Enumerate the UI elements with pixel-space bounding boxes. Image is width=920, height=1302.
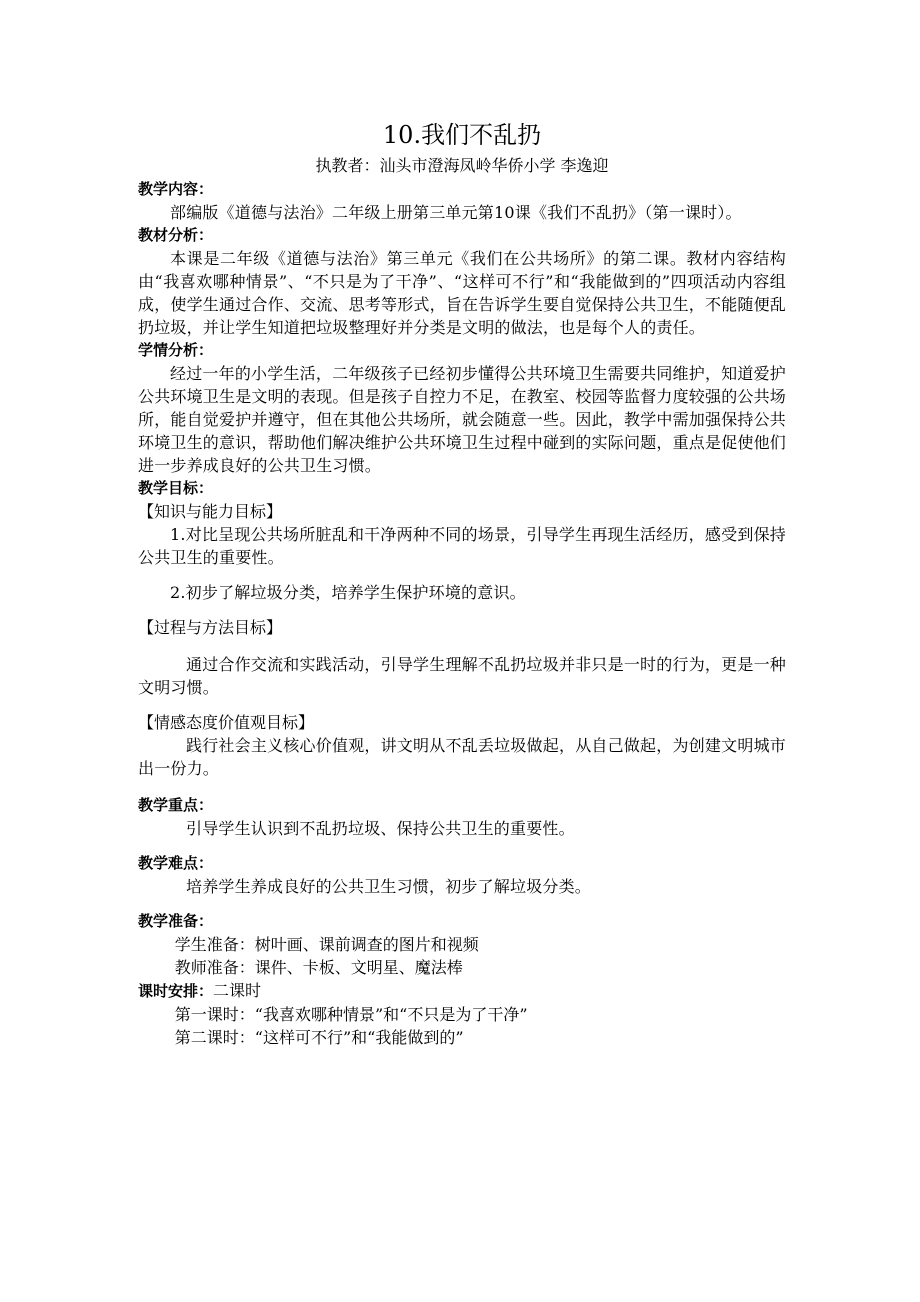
student-preparation: 学生准备：树叶画、课前调查的图片和视频 <box>174 935 479 954</box>
difficulties-text: 培养学生养成良好的公共卫生习惯，初步了解垃圾分类。 <box>186 877 592 896</box>
knowledge-objective-item-1: 1.对比呈现公共场所脏乱和干净两种不同的场景，引导学生再现生活经历，感受到保持公共卫生的重要性。 <box>138 525 786 567</box>
heading-preparation: 教学准备： <box>138 912 214 930</box>
schedule-value: 二课时 <box>213 981 262 1000</box>
heading-key-points: 教学重点： <box>138 796 214 814</box>
knowledge-objective-label: 【知识与能力目标】 <box>138 502 283 521</box>
key-points-text: 引导学生认识到不乱扔垃圾、保持公共卫生的重要性。 <box>186 819 575 838</box>
knowledge-objective-item-2: 2.初步了解垃圾分类，培养学生保护环境的意识。 <box>170 583 526 602</box>
author-line: 执教者：汕头市澄海凤岭华侨小学 李逸迎 <box>315 156 609 175</box>
student-analysis-text: 经过一年的小学生活，二年级孩子已经初步懂得公共环境卫生需要共同维护，知道爱护公共环境卫生是文明的表现。但是孩子自控力不足，在教室、校园等监督力度较强的公共场所，能自觉爱护并遵守，但在其他公共场所，就会随意一些。因此，教学中需加强保持公共环境卫生的意识，帮助他们解决维护公共环境卫生过程中碰到的实际问题，重点是促使他们进一步养成良好的公共卫生习惯。 <box>138 364 787 475</box>
heading-objectives: 教学目标： <box>138 479 214 497</box>
schedule-second-period: 第二课时：“这样可不行”和“我能做到的” <box>174 1028 464 1047</box>
lesson-plan-page <box>138 118 786 1049</box>
document-title: 10.我们不乱扔 <box>382 121 542 149</box>
process-objective-label: 【过程与方法目标】 <box>138 618 283 637</box>
schedule-first-period: 第一课时：“我喜欢哪种情景”和“不只是为了干净” <box>174 1005 528 1024</box>
teacher-preparation: 教师准备：课件、卡板、文明星、魔法棒 <box>174 958 463 977</box>
emotion-objective-text: 践行社会主义核心价值观，讲文明从不乱丢垃圾做起，从自己做起，为创建文明城市出一份力。 <box>138 736 786 778</box>
heading-material-analysis: 教材分析： <box>138 226 214 244</box>
material-analysis-text: 本课是二年级《道德与法治》第三单元《我们在公共场所》的第二课。教材内容结构由“我喜欢哪种情景”、“不只是为了干净”、“这样可不行”和“我能做到的”四项活动内容组成，使学生通过合作、交流、思考等形式，旨在告诉学生要自觉保持公共卫生，不能随便乱扔垃圾，并让学生知道把垃圾整理好并分类是文明的做法，也是每个人的责任。 <box>138 249 787 337</box>
process-objective-text: 通过合作交流和实践活动，引导学生理解不乱扔垃圾并非只是一时的行为，更是一种文明习惯。 <box>138 655 786 697</box>
schedule-row <box>138 979 786 1003</box>
teaching-content-text: 部编版《道德与法治》二年级上册第三单元第10课《我们不乱扔》（第一课时）。 <box>170 203 742 222</box>
heading-schedule: 课时安排： <box>138 982 214 1000</box>
heading-teaching-content: 教学内容： <box>138 180 214 198</box>
emotion-objective-label: 【情感态度价值观目标】 <box>138 713 315 732</box>
heading-difficulties: 教学难点： <box>138 854 214 872</box>
heading-student-analysis: 学情分析： <box>138 341 214 359</box>
